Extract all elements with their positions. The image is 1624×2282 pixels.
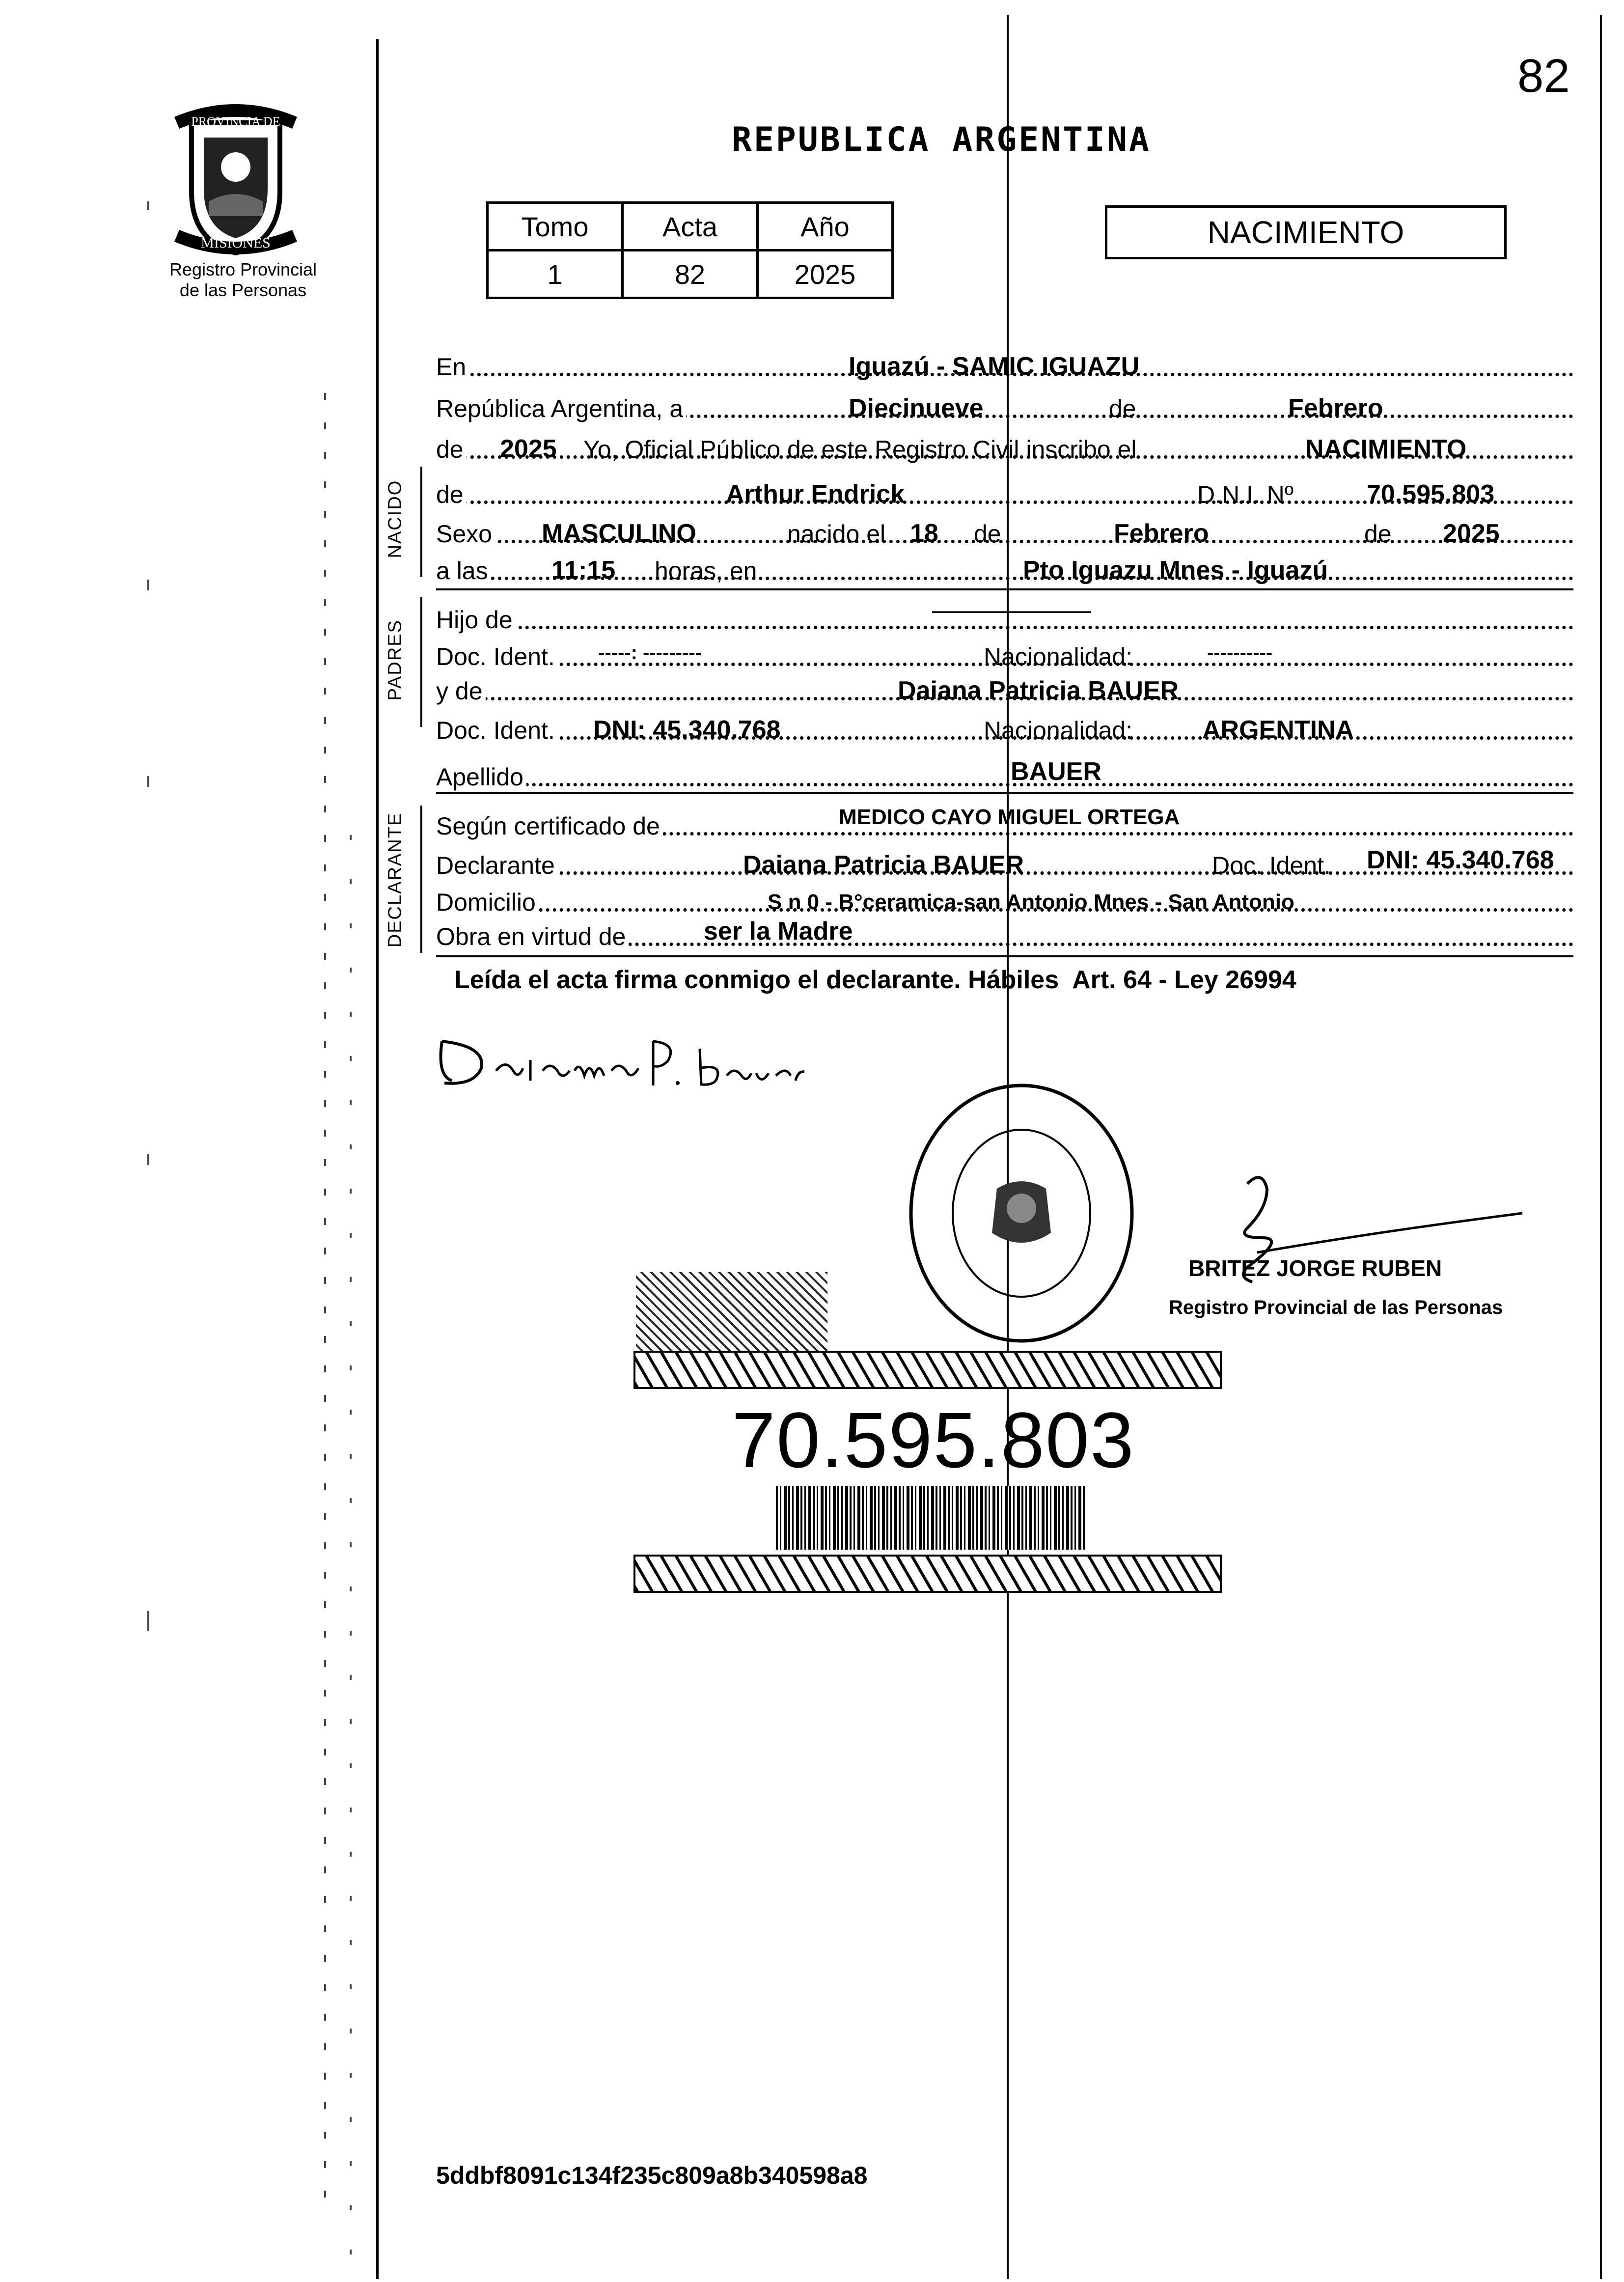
value-declarant: Daiana Patricia BAUER <box>743 851 1024 879</box>
margin-mark <box>324 393 326 2210</box>
value-year: 2025 <box>500 435 557 463</box>
section-divider <box>436 955 1573 957</box>
line-address <box>436 879 1573 918</box>
margin-mark <box>350 835 352 2259</box>
label-de-year: de <box>436 435 467 464</box>
label-y-de: y de <box>436 677 486 705</box>
value-day-words: Diecinueve <box>849 394 984 422</box>
section-label-nacido: NACIDO <box>385 479 406 558</box>
dotted-fill <box>436 783 1573 786</box>
label-apellido: Apellido <box>436 763 526 791</box>
left-margin-rule <box>376 39 379 2279</box>
label-nacionalidad: Nacionalidad: <box>984 643 1132 670</box>
barcode <box>776 1486 1085 1550</box>
value-certificate: MEDICO CAYO MIGUEL ORTEGA <box>839 805 1180 829</box>
registry-name-line2: de las Personas <box>179 280 307 300</box>
margin-mark <box>147 201 149 210</box>
value-mother-nationality: ARGENTINA <box>1202 716 1354 744</box>
label-en: En <box>436 353 469 381</box>
official-stamp <box>899 1076 1144 1353</box>
section-bracket-padres <box>420 597 422 727</box>
right-margin-rule <box>1600 15 1602 2279</box>
label-doc-ident-2: Doc. Ident. <box>436 716 558 745</box>
value-birth-place: Pto Iguazu Mnes - Iguazú <box>1023 556 1328 584</box>
label-a-las: a las <box>436 557 491 585</box>
label-de-name: de <box>436 480 467 509</box>
security-band-top <box>633 1351 1222 1389</box>
label-obra: Obra en virtud de <box>436 922 629 951</box>
line-mother <box>436 668 1573 707</box>
value-declarant-doc: DNI: 45.340.768 <box>1367 846 1554 874</box>
label-nacionalidad-2: Nacionalidad: <box>984 717 1132 744</box>
identity-number: 70.595.803 <box>732 1396 1135 1484</box>
section-label-padres: PADRES <box>385 619 406 701</box>
line-name <box>436 472 1573 511</box>
value-birth-year: 2025 <box>1443 519 1500 548</box>
section-divider <box>436 588 1573 590</box>
label-horas: horas, en <box>655 557 757 584</box>
value-father-doc: -----: --------- <box>598 642 702 664</box>
security-band-bottom <box>633 1555 1222 1593</box>
svg-text:PROVINCIA DE: PROVINCIA DE <box>191 114 280 129</box>
label-de-end: de <box>1364 520 1392 548</box>
line-place <box>436 344 1573 383</box>
label-nacido: nacido el <box>787 520 886 548</box>
label-segun: Según certificado de <box>436 812 663 840</box>
line-basis <box>436 914 1573 953</box>
label-domicilio: Domicilio <box>436 888 539 917</box>
value-act-type: NACIMIENTO <box>1305 435 1467 463</box>
registry-name-line1: Registro Provincial <box>169 259 317 279</box>
official-name: BRITEZ JORGE RUBEN <box>1188 1255 1442 1281</box>
page-number: 82 <box>1517 50 1570 102</box>
line-certificate <box>436 803 1573 842</box>
book-value-tomo: 1 <box>488 250 623 298</box>
act-type: NACIMIENTO <box>1207 215 1404 250</box>
value-time: 11:15 <box>551 556 616 584</box>
value-name: Arthur Endrick <box>726 480 905 508</box>
svg-text:MISIONES: MISIONES <box>201 235 271 251</box>
line-registry <box>436 426 1573 466</box>
label-dni: D.N.I. Nº <box>1197 481 1294 508</box>
security-hologram <box>636 1272 827 1356</box>
value-mother: Daiana Patricia BAUER <box>898 676 1179 705</box>
act-type-box <box>1105 205 1507 259</box>
book-header-anio: Año <box>758 203 893 250</box>
label-doc-ident: Doc. Ident. <box>436 642 558 671</box>
book-table <box>486 201 894 299</box>
section-bracket-nacido <box>420 467 422 577</box>
verification-hash: 5ddbf8091c134f235c809a8b340598a8 <box>436 2162 868 2189</box>
value-father-nationality: ---------- <box>1207 642 1273 664</box>
line-declarant <box>436 842 1573 882</box>
value-mother-doc: DNI: 45.340.768 <box>593 716 781 744</box>
line-mother-doc <box>436 707 1573 747</box>
value-dni: 70.595.803 <box>1367 480 1495 508</box>
margin-mark <box>147 1611 149 1631</box>
line-surname <box>436 754 1573 793</box>
label-de-month: de <box>1109 395 1136 422</box>
value-birth-day: 18 <box>910 519 938 548</box>
value-basis: ser la Madre <box>704 917 853 946</box>
margin-mark <box>147 1154 149 1165</box>
section-bracket-declarante <box>420 806 422 953</box>
section-divider <box>436 792 1573 794</box>
value-place: Iguazú - SAMIC IGUAZU <box>849 352 1140 381</box>
section-label-declarante: DECLARANTE <box>385 812 406 948</box>
line-sex-birth <box>436 511 1573 550</box>
value-birth-month: Febrero <box>1114 519 1209 548</box>
label-declarante: Declarante <box>436 851 558 880</box>
line-date <box>436 386 1573 425</box>
registry-name <box>162 259 324 301</box>
value-month: Febrero <box>1288 394 1383 422</box>
label-de-mid: de <box>974 520 1001 548</box>
dotted-fill <box>436 626 1573 629</box>
book-value-acta: 82 <box>623 250 758 298</box>
label-republica: República Argentina, a <box>436 394 686 423</box>
label-hijo-de: Hijo de <box>436 606 516 634</box>
label-oficial: Yo, Oficial Público de este Registro Civil inscribo el <box>583 436 1137 463</box>
value-father: ————————— <box>932 601 1091 621</box>
line-father-doc <box>436 634 1573 673</box>
country-title: REPUBLICA ARGENTINA <box>732 120 1151 159</box>
margin-mark <box>147 580 149 590</box>
declarant-signature <box>432 1022 805 1098</box>
label-sexo: Sexo <box>436 520 495 548</box>
line-father <box>436 597 1573 636</box>
value-address: S n 0 - B°ceramica-san Antonio Mnes - San Antonio <box>768 890 1294 914</box>
book-header-tomo: Tomo <box>488 203 623 250</box>
book-header-acta: Acta <box>623 203 758 250</box>
line-time-place <box>436 548 1573 587</box>
book-value-anio: 2025 <box>758 250 893 298</box>
label-doc-ident-3: Doc. Ident. <box>1212 852 1331 879</box>
value-surname: BAUER <box>1011 757 1101 786</box>
value-sex: MASCULINO <box>542 519 696 548</box>
closing-statement: Leída el acta firma conmigo el declarante. Hábiles Art. 64 - Ley 26994 <box>454 966 1296 994</box>
official-title: Registro Provincial de las Personas <box>1169 1297 1503 1318</box>
margin-mark <box>147 776 149 787</box>
province-emblem <box>157 103 314 255</box>
